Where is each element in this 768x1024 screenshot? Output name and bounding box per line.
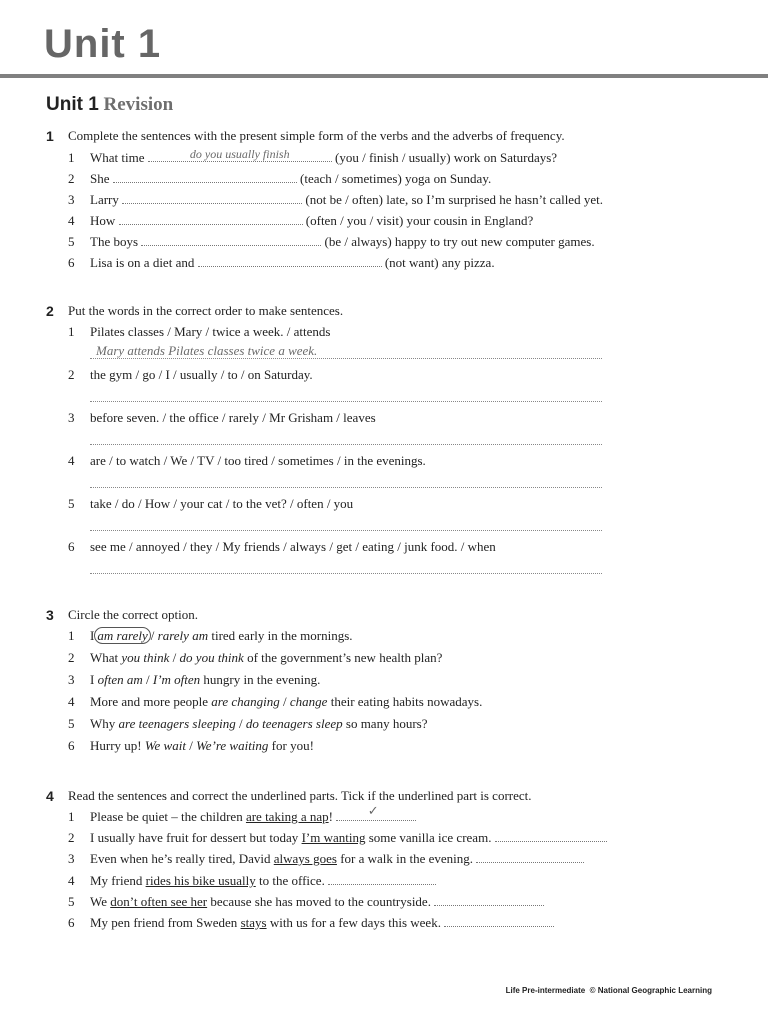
option[interactable]: do you think xyxy=(179,650,244,665)
option[interactable]: rarely am xyxy=(157,628,209,643)
underlined-part: rides his bike usually xyxy=(145,873,256,888)
option[interactable]: We wait xyxy=(144,738,186,753)
exercise-instruction: Put the words in the correct order to make sentences. xyxy=(68,303,344,318)
list-item xyxy=(68,323,330,341)
unit-title: Unit 1 xyxy=(44,22,162,66)
item-number: 5 xyxy=(68,894,75,909)
item-text: She xyxy=(90,171,110,186)
option[interactable]: We’re waiting xyxy=(196,738,269,753)
item-text: We xyxy=(90,894,107,909)
list-item xyxy=(68,893,544,911)
item-text: their eating habits nowadays. xyxy=(330,694,483,709)
list-item xyxy=(68,693,482,711)
item-number: 2 xyxy=(68,650,75,665)
list-item xyxy=(68,191,603,209)
item-number: 4 xyxy=(68,213,75,228)
item-number: 4 xyxy=(68,453,75,468)
underlined-part: don’t often see her xyxy=(110,894,208,909)
list-item xyxy=(68,850,584,868)
answer-gap[interactable] xyxy=(198,254,382,267)
list-item xyxy=(68,872,436,890)
footer xyxy=(506,986,712,995)
item-prompt: take / do / How / your cat / to the vet? / often / you xyxy=(90,496,354,511)
answer-gap[interactable] xyxy=(476,850,584,863)
item-number: 2 xyxy=(68,367,75,382)
list-item xyxy=(68,715,428,733)
option-separator: / xyxy=(239,716,243,731)
item-text: I xyxy=(90,672,95,687)
item-text: Even when he’s really tired, David xyxy=(90,851,271,866)
list-item xyxy=(68,149,557,167)
item-number: 4 xyxy=(68,694,75,709)
item-text: (not be / often) late, so I’m surprised he hasn’t called yet. xyxy=(305,192,603,207)
answer-gap[interactable] xyxy=(148,149,332,162)
option[interactable]: you think xyxy=(121,650,170,665)
item-text: because she has moved to the countryside. xyxy=(210,894,431,909)
list-item xyxy=(68,538,496,556)
item-text: (often / you / visit) your cousin in England? xyxy=(305,213,534,228)
answer-gap[interactable] xyxy=(122,191,302,204)
item-text: tired early in the mornings. xyxy=(211,628,353,643)
item-number: 1 xyxy=(68,324,75,339)
answer-gap[interactable] xyxy=(434,893,544,906)
option[interactable]: often am xyxy=(97,672,143,687)
item-text: for a walk in the evening. xyxy=(340,851,474,866)
option-separator: / xyxy=(189,738,193,753)
list-item xyxy=(68,409,376,427)
list-item xyxy=(68,649,442,667)
item-text: My pen friend from Sweden xyxy=(90,915,238,930)
item-number: 1 xyxy=(68,628,75,643)
item-number: 2 xyxy=(68,830,75,845)
item-text: with us for a few days this week. xyxy=(269,915,441,930)
item-prompt: the gym / go / I / usually / to / on Saturday. xyxy=(90,367,313,382)
answer-gap[interactable] xyxy=(141,233,321,246)
option[interactable]: do teenagers sleep xyxy=(245,716,343,731)
revision-word: Revision xyxy=(103,94,174,115)
item-prompt: are / to watch / We / TV / too tired / sometimes / in the evenings. xyxy=(90,453,426,468)
item-number: 6 xyxy=(68,915,75,930)
list-item xyxy=(68,452,426,470)
answer-line[interactable] xyxy=(90,401,602,402)
exercise-number: 3 xyxy=(46,607,54,623)
option-separator: / xyxy=(283,694,287,709)
list-item xyxy=(68,671,320,689)
answer-line[interactable] xyxy=(90,444,602,445)
item-text: My friend xyxy=(90,873,143,888)
answer-gap[interactable] xyxy=(119,212,303,225)
item-prompt: before seven. / the office / rarely / Mr Grisham / leaves xyxy=(90,410,376,425)
answer-gap[interactable] xyxy=(495,829,607,842)
underlined-part: are taking a nap xyxy=(245,809,329,824)
list-item xyxy=(68,803,416,826)
list-item xyxy=(68,212,533,230)
exercise-number: 4 xyxy=(46,788,54,804)
option-separator: / xyxy=(145,672,150,687)
list-item xyxy=(68,914,554,932)
list-item xyxy=(68,366,313,384)
item-text: Lisa is on a diet and xyxy=(90,255,195,270)
item-text: What xyxy=(90,650,119,665)
list-item xyxy=(68,829,607,847)
item-text: ! xyxy=(328,809,333,824)
exercise-instruction: Read the sentences and correct the underlined parts. Tick if the underlined part is correct. xyxy=(68,788,532,803)
item-number: 3 xyxy=(68,672,75,687)
tick-icon: ✓ xyxy=(367,803,379,818)
item-text: of the government’s new health plan? xyxy=(247,650,443,665)
footer-book: Life Pre-intermediate xyxy=(505,986,586,995)
item-text: I usually have fruit for dessert but today xyxy=(90,830,299,845)
underlined-part: I’m wanting xyxy=(301,830,366,845)
option[interactable]: are changing xyxy=(211,694,280,709)
header-rule xyxy=(0,74,768,78)
exercise-number: 2 xyxy=(46,303,54,319)
item-text: More and more people xyxy=(90,694,209,709)
answer-line[interactable] xyxy=(90,573,602,574)
item-text: so many hours? xyxy=(345,716,428,731)
item-text: (not want) any pizza. xyxy=(384,255,495,270)
list-item xyxy=(68,170,491,188)
option[interactable]: change xyxy=(289,694,328,709)
item-text: hungry in the evening. xyxy=(203,672,321,687)
revision-heading xyxy=(46,94,173,116)
item-text: I xyxy=(90,628,95,643)
item-number: 3 xyxy=(68,192,75,207)
option-separator: / xyxy=(150,628,155,643)
underlined-part: always goes xyxy=(273,851,337,866)
item-text: What time xyxy=(90,150,145,165)
item-text: How xyxy=(90,213,116,228)
item-number: 3 xyxy=(68,410,75,425)
list-item xyxy=(68,495,353,513)
item-number: 5 xyxy=(68,496,75,511)
item-number: 4 xyxy=(68,873,75,888)
exercise-instruction: Circle the correct option. xyxy=(68,607,198,622)
item-text: (teach / sometimes) yoga on Sunday. xyxy=(300,171,492,186)
item-text: Please be quiet – the children xyxy=(90,809,243,824)
item-text: Hurry up! xyxy=(90,738,142,753)
item-text: (be / always) happy to try out new computer games. xyxy=(324,234,595,249)
item-number: 5 xyxy=(68,716,75,731)
item-text: for you! xyxy=(271,738,314,753)
answer-gap[interactable] xyxy=(328,872,436,885)
list-item xyxy=(68,737,314,755)
item-prompt: see me / annoyed / they / My friends / always / get / eating / junk food. / when xyxy=(90,539,496,554)
item-text: some vanilla ice cream. xyxy=(368,830,492,845)
item-number: 6 xyxy=(68,539,75,554)
item-text: Why xyxy=(90,716,116,731)
option[interactable]: are teenagers sleeping xyxy=(118,716,236,731)
item-text: Larry xyxy=(90,192,119,207)
list-item xyxy=(68,254,495,272)
item-number: 2 xyxy=(68,171,75,186)
answer-gap[interactable] xyxy=(113,170,297,183)
exercise-number: 1 xyxy=(46,128,54,144)
exercise-instruction: Complete the sentences with the present simple form of the verbs and the adverbs of frequency. xyxy=(68,128,565,143)
answer-line[interactable] xyxy=(90,358,602,359)
answer-text: do you usually finish xyxy=(189,147,290,161)
answer-gap[interactable] xyxy=(444,914,554,927)
item-number: 6 xyxy=(68,738,75,753)
answer-line[interactable] xyxy=(90,487,602,488)
item-text: to the office. xyxy=(259,873,325,888)
option[interactable]: I’m often xyxy=(152,672,201,687)
answer-gap[interactable] xyxy=(336,803,416,821)
answer-text: Mary attends Pilates classes twice a week. xyxy=(96,343,318,358)
item-number: 6 xyxy=(68,255,75,270)
item-number: 3 xyxy=(68,851,75,866)
item-text: The boys xyxy=(90,234,139,249)
revision-unit: Unit 1 xyxy=(46,94,99,115)
option-separator: / xyxy=(172,650,177,665)
item-prompt: Pilates classes / Mary / twice a week. / attends xyxy=(90,324,331,339)
footer-publisher: © National Geographic Learning xyxy=(589,986,712,995)
item-number: 1 xyxy=(68,809,75,824)
list-item xyxy=(68,627,353,645)
underlined-part: stays xyxy=(240,915,267,930)
list-item xyxy=(68,233,595,251)
option-circled[interactable]: am rarely xyxy=(94,627,150,644)
item-number: 1 xyxy=(68,150,75,165)
item-text: (you / finish / usually) work on Saturdays? xyxy=(335,150,558,165)
answer-line[interactable] xyxy=(90,530,602,531)
item-number: 5 xyxy=(68,234,75,249)
